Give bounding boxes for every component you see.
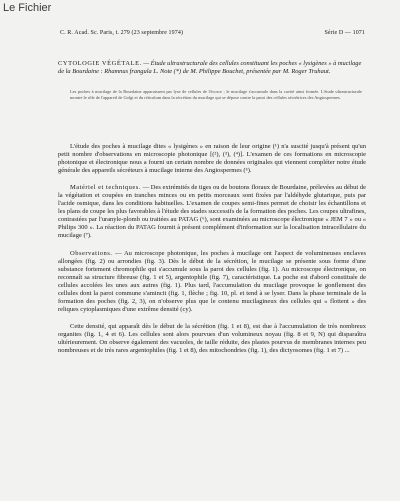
methods-text: — Des extrémités de tiges ou de boutons floraux de Bourdaine, prélevées au début de la végétation et coupées en tranches minces ou en petits morceaux sont fixées par l'aldéhyde glutarique, puis par l'acide osmique, dans les conditions habituelles. L'examen de coupes semi-fines permet de choisir les échantillons et les plans de coupe les plus favorables à l'étude des stades successifs de la formation des poches. Les coupes ultrafines, contrastées par l'uranyle-plomb ou traitées au PATAG (⁶), sont examinées au microscope électronique « JEM 7 » ou « Philips 300 ». La réaction du PATAG fournit à présent complément d'information sur la localisation intracellulaire du mucilage (⁷). <box>58 184 366 240</box>
article-title <box>58 60 368 75</box>
final-paragraph: Cette densité, qui apparaît dès le début de la sécrétion (fig. 1 et 8), est due à l'accumulation de très nombreux organites (fig. 1, 4 et 6). Les cellules sont alors pourvues d'un volumineux noyau (fig. 8 et 9, N) qui disparaîtra ultérieurement. On observe également des vacuoles, de taille réduite, des plastes pourvus de membranes internes peu nombreuses et de très rares argentophiles (fig. 1 et 8), des mitochondries (fig. 1), des dictyosomes (fig. 1 et 7) ... <box>58 322 366 355</box>
running-header <box>60 30 365 36</box>
observations-paragraph <box>58 250 366 314</box>
abstract: Les poches à mucilage de la Bourdaine apparaissent par lyse de cellules de l'écorce ; le mucilage s'accumule dans la cavité ainsi formée. L'étude ultrastructurale montre le rôle de l'appareil de Golgi et du réticulum dans la sécrétion du mucilage qui se dépose contre la paroi des cellules sécrétrices des Angiospermes. <box>70 89 362 100</box>
article-body <box>58 143 366 364</box>
series-page-number: Série D — 1071 <box>324 30 365 36</box>
title-text: — Étude ultrastructurale des cellules constituant les poches « lysigènes » à mucilage de la Bourdaine : Rhamnus frangula L. Note (*) de M. Philippe Bouchet, présentée par M. Roger Truhaut. <box>58 60 362 75</box>
journal-citation: C. R. Acad. Sc. Paris, t. 279 (23 septembre 1974) <box>60 30 184 36</box>
methods-paragraph <box>58 184 366 240</box>
observations-text: — Au microscope photonique, les poches à mucilage ont l'aspect de volumineuses enclaves allongées (fig. 2) ou arrondies (fig. 3). Dès le début de la sécrétion, le mucilage se présente sous forme d'une substance fortement chromophile qui s'accumule sous la paroi des cellules (fig. 1). Au microscope électronique, on reconnaît sa structure fibreuse (fig. 1 et 5), argentophile (fig. 7), caractéristique. La poche est d'abord constituée de cellules accolées les unes aux autres (fig. 1). Plus tard, l'accumulation du mucilage provoque le gonflement des cellules dont la paroi commune s'amincit (fig. 1, flèche ; fig. 10, pl. et tend à se lyser. Dans la phase terminale de la formation des poches (fig. 2, 3), on n'observe plus que le contenu mucilagineux des cellules qui « flottent » des reliques cytoplasmiques d'une extrême densité (cy). <box>58 249 366 313</box>
intro-paragraph: L'étude des poches à mucilage dites « lysigènes » en raison de leur origine (¹) n'a suscité jusqu'à présent qu'un petit nombre d'observations en microscopie photonique [(²), (³), (⁴)]. L'examen de ces formations en microscopie photonique et électronique nous a fourni un certain nombre de données originales qui viennent compléter notre étude générale des appareils sécréteurs à mucilage interne des Angiospermes (⁵). <box>58 143 366 175</box>
section-heading: CYTOLOGIE VÉGÉTALE. <box>58 60 142 67</box>
watermark: Le Fichier <box>3 2 52 14</box>
observations-heading: Observations. <box>70 249 113 257</box>
methods-heading: Matériel et techniques. <box>70 184 141 192</box>
